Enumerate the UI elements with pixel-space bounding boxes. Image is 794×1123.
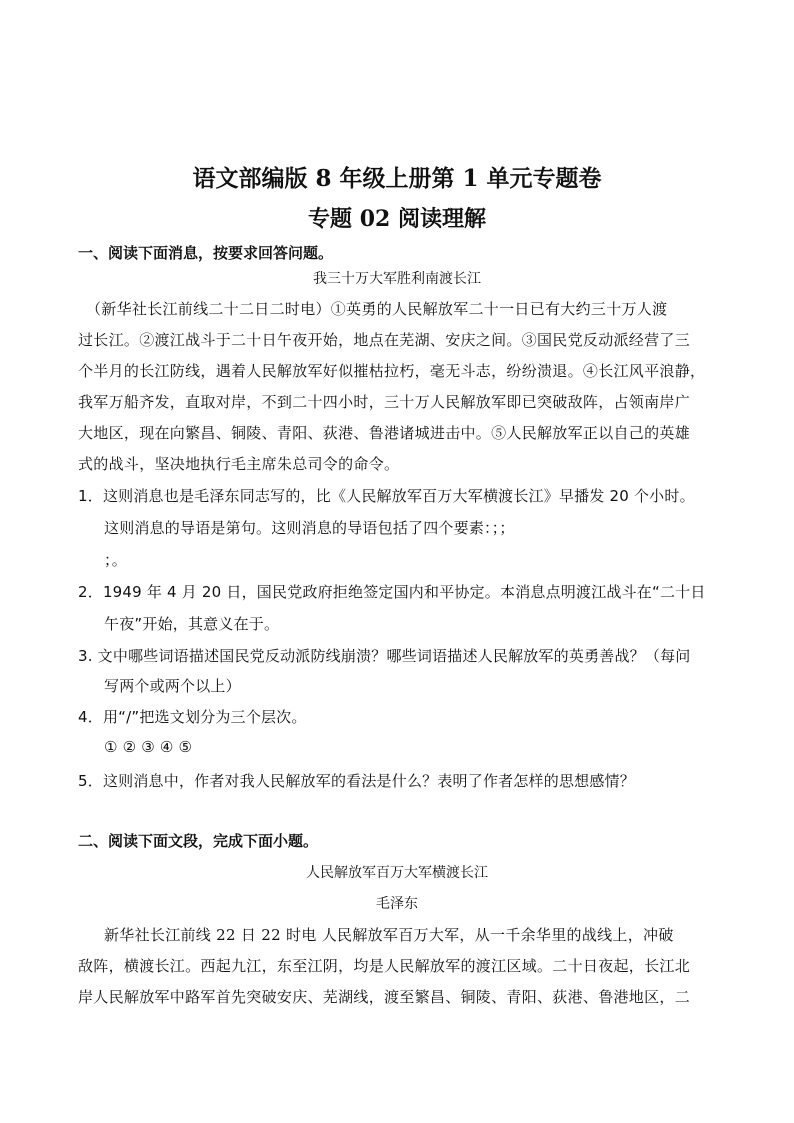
article-2-line: 新华社长江前线 22 日 22 时电 人民解放军百万大军，从一千余华里的战线上，冲破: [104, 926, 674, 944]
question-5-line-1: 5．这则消息中，作者对我人民解放军的看法是什么？表明了作者怎样的思想感情？: [78, 772, 635, 790]
article-1-line: 大地区，现在向繁昌、铜陵、青阳、荻港、鲁港诸城进击中。⑤人民解放军正以自己的英雄: [78, 424, 691, 442]
document-title: 语文部编版 8 年级上册第 1 单元专题卷: [192, 165, 602, 192]
question-2-text: 午夜”开始，其意义在于: [104, 615, 264, 633]
article-1-line: 个半月的长江防线，遇着人民解放军好似摧枯拉朽，毫无斗志，纷纷溃退。④长江风平浪静，: [78, 362, 706, 380]
article-1-title: 我三十万大军胜利南渡长江: [313, 271, 481, 287]
article-2-author: 毛泽东: [376, 896, 418, 912]
question-1-text: 这则消息的导语是第: [104, 519, 241, 537]
question-1-line-2: [104, 517, 515, 538]
period: 。: [263, 615, 280, 633]
question-2-line-1: 2．1949 年 4 月 20 日，国民党政府拒绝签定国内和平协定。本消息点明渡江战斗在“二十日: [78, 583, 706, 601]
article-1-line: 过长江。②渡江战斗于二十日午夜开始，地点在芜湖、安庆之间。③国民党反动派经营了三: [78, 331, 691, 349]
question-4-line-1: 4．用“/”把选文划分为三个层次。: [78, 708, 307, 726]
section-1-heading: 一、阅读下面消息，按要求回答问题。: [78, 244, 334, 262]
separator: ；: [499, 519, 515, 537]
question-3-line-2: 写两个或两个以上）: [104, 677, 241, 695]
question-1-line-1: 1．这则消息也是毛泽东同志写的，比《人民解放军百万大军横渡长江》早播发 20 个小时。: [78, 487, 695, 505]
question-1-text: 句。这则消息的导语包括了四个要素：: [240, 519, 492, 537]
question-4-circled-numbers: ① ② ③ ④ ⑤: [104, 738, 193, 756]
article-2-line: 敌阵，横渡长江。西起九江，东至江阴，均是人民解放军的渡江区域。二十日夜起，长江北: [78, 957, 691, 975]
question-2-line-2: [104, 613, 279, 634]
article-1-line: 式的战斗，坚决地执行毛主席朱总司令的命令。: [78, 455, 400, 473]
question-3-line-1: 3. 文中哪些词语描述国民党反动派防线崩溃？哪些词语描述人民解放军的英勇善战？（每问: [78, 647, 691, 665]
period: 。: [111, 551, 127, 569]
section-2-heading: 二、阅读下面文段，完成下面小题。: [78, 832, 319, 850]
document-subtitle: 专题 02 阅读理解: [308, 206, 486, 232]
separator: ；: [104, 551, 112, 569]
separator: ；: [491, 519, 500, 537]
article-2-line: 岸人民解放军中路军首先突破安庆、芜湖线，渡至繁昌、铜陵、青阳、荻港、鲁港地区，二: [78, 988, 691, 1006]
article-1-line: （新华社长江前线二十二日二时电）①英勇的人民解放军二十一日已有大约三十万人渡: [86, 300, 668, 318]
article-1-line: 我军万船齐发，直取对岸，不到二十四小时，三十万人民解放军即已突破敌阵，占领南岸广: [78, 393, 691, 411]
question-1-line-3: [104, 549, 127, 570]
article-2-title: 人民解放军百万大军横渡长江: [306, 865, 488, 881]
